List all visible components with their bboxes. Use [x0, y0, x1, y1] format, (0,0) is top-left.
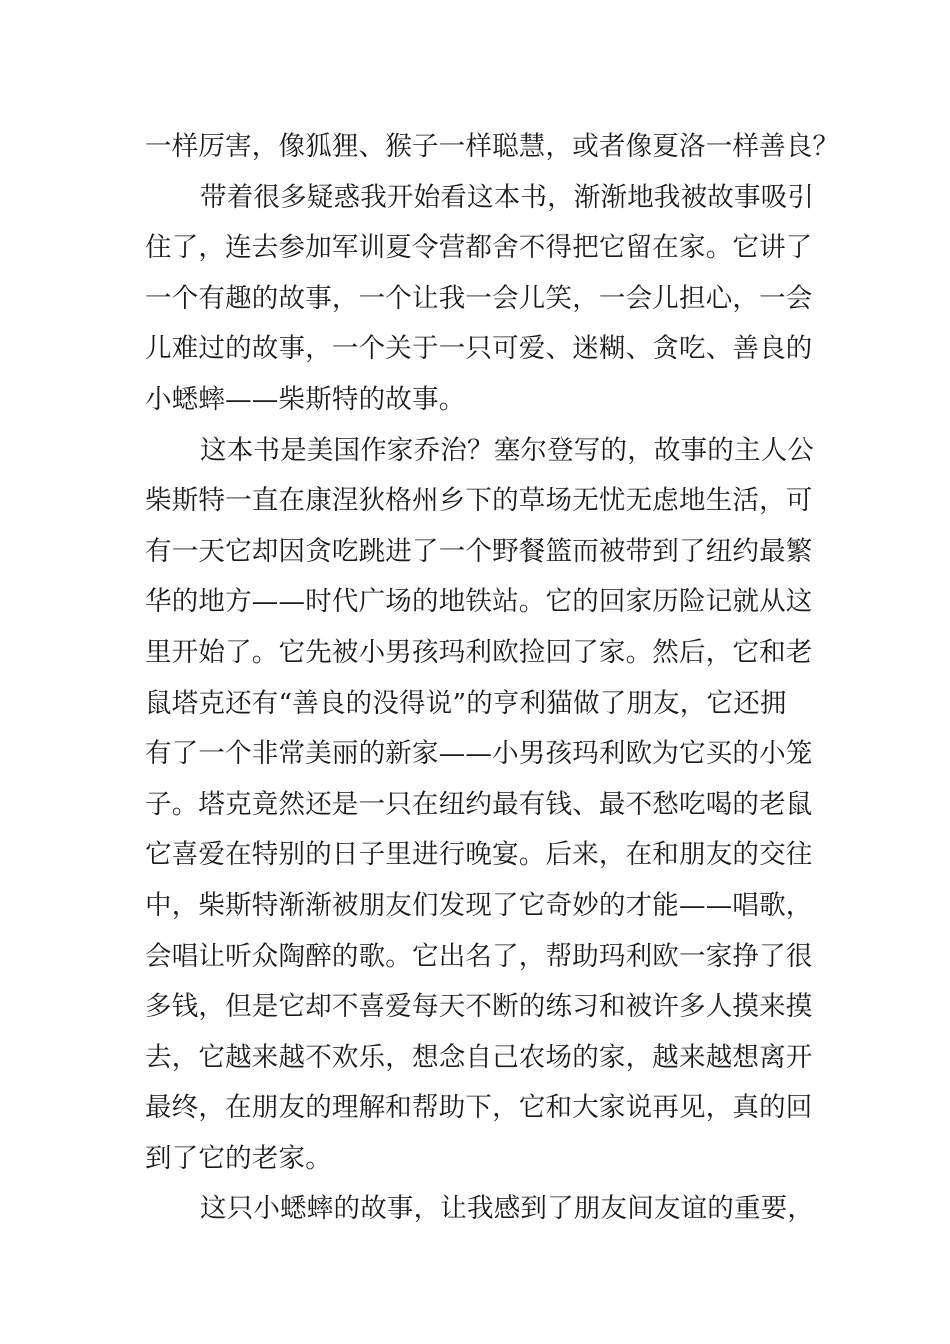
text-line: 鼠塔克还有“善良的没得说”的亨利猫做了朋友，它还拥	[145, 687, 787, 719]
text-line: 它喜爱在特别的日子里进行晚宴。后来，在和朋友的交往	[145, 839, 813, 871]
text-line: 一样厉害，像狐狸、猴子一样聪慧，或者像夏洛一样善良？	[145, 131, 840, 162]
text-line: 华的地方——时代广场的地铁站。它的回家历险记就从这	[145, 586, 813, 618]
text-line: 到了它的老家。	[145, 1142, 332, 1174]
text-line: 一个有趣的故事，一个让我一会儿笑，一会儿担心，一会	[145, 282, 813, 314]
text-line: 去，它越来越不欢乐，想念自己农场的家，越来越想离开	[145, 1041, 813, 1073]
text-line: 小蟋蟀——柴斯特的故事。	[145, 383, 466, 415]
body-text	[145, 122, 840, 1235]
text-line: 多钱，但是它却不喜爱每天不断的练习和被许多人摸来摸	[145, 991, 813, 1023]
text-line: 里开始了。它先被小男孩玛利欧捡回了家。然后，它和老	[145, 636, 813, 668]
text-line: 最终，在朋友的理解和帮助下，它和大家说再见，真的回	[145, 1092, 813, 1124]
text-line: 有一天它却因贪吃跳进了一个野餐篮而被带到了纽约最繁	[145, 535, 813, 567]
text-line: 子。塔克竟然还是一只在纽约最有钱、最不愁吃喝的老鼠	[145, 788, 813, 820]
text-line: 带着很多疑惑我开始看这本书，渐渐地我被故事吸引	[200, 181, 815, 213]
text-line: 这本书是美国作家乔治？塞尔登写的，故事的主人公	[200, 434, 815, 466]
text-line: 中，柴斯特渐渐被朋友们发现了它奇妙的才能——唱歌，	[145, 889, 813, 921]
text-line: 会唱让听众陶醉的歌。它出名了，帮助玛利欧一家挣了很	[145, 940, 813, 972]
text-line: 这只小蟋蟀的故事，让我感到了朋友间友谊的重要，	[200, 1193, 815, 1225]
text-line: 儿难过的故事，一个关于一只可爱、迷糊、贪吃、善良的	[145, 333, 813, 365]
text-line: 有了一个非常美丽的新家——小男孩玛利欧为它买的小笼	[145, 738, 813, 770]
text-line: 柴斯特一直在康涅狄格州乡下的草场无忧无虑地生活，可	[145, 485, 813, 517]
text-line: 住了，连去参加军训夏令营都舍不得把它留在家。它讲了	[145, 232, 813, 264]
